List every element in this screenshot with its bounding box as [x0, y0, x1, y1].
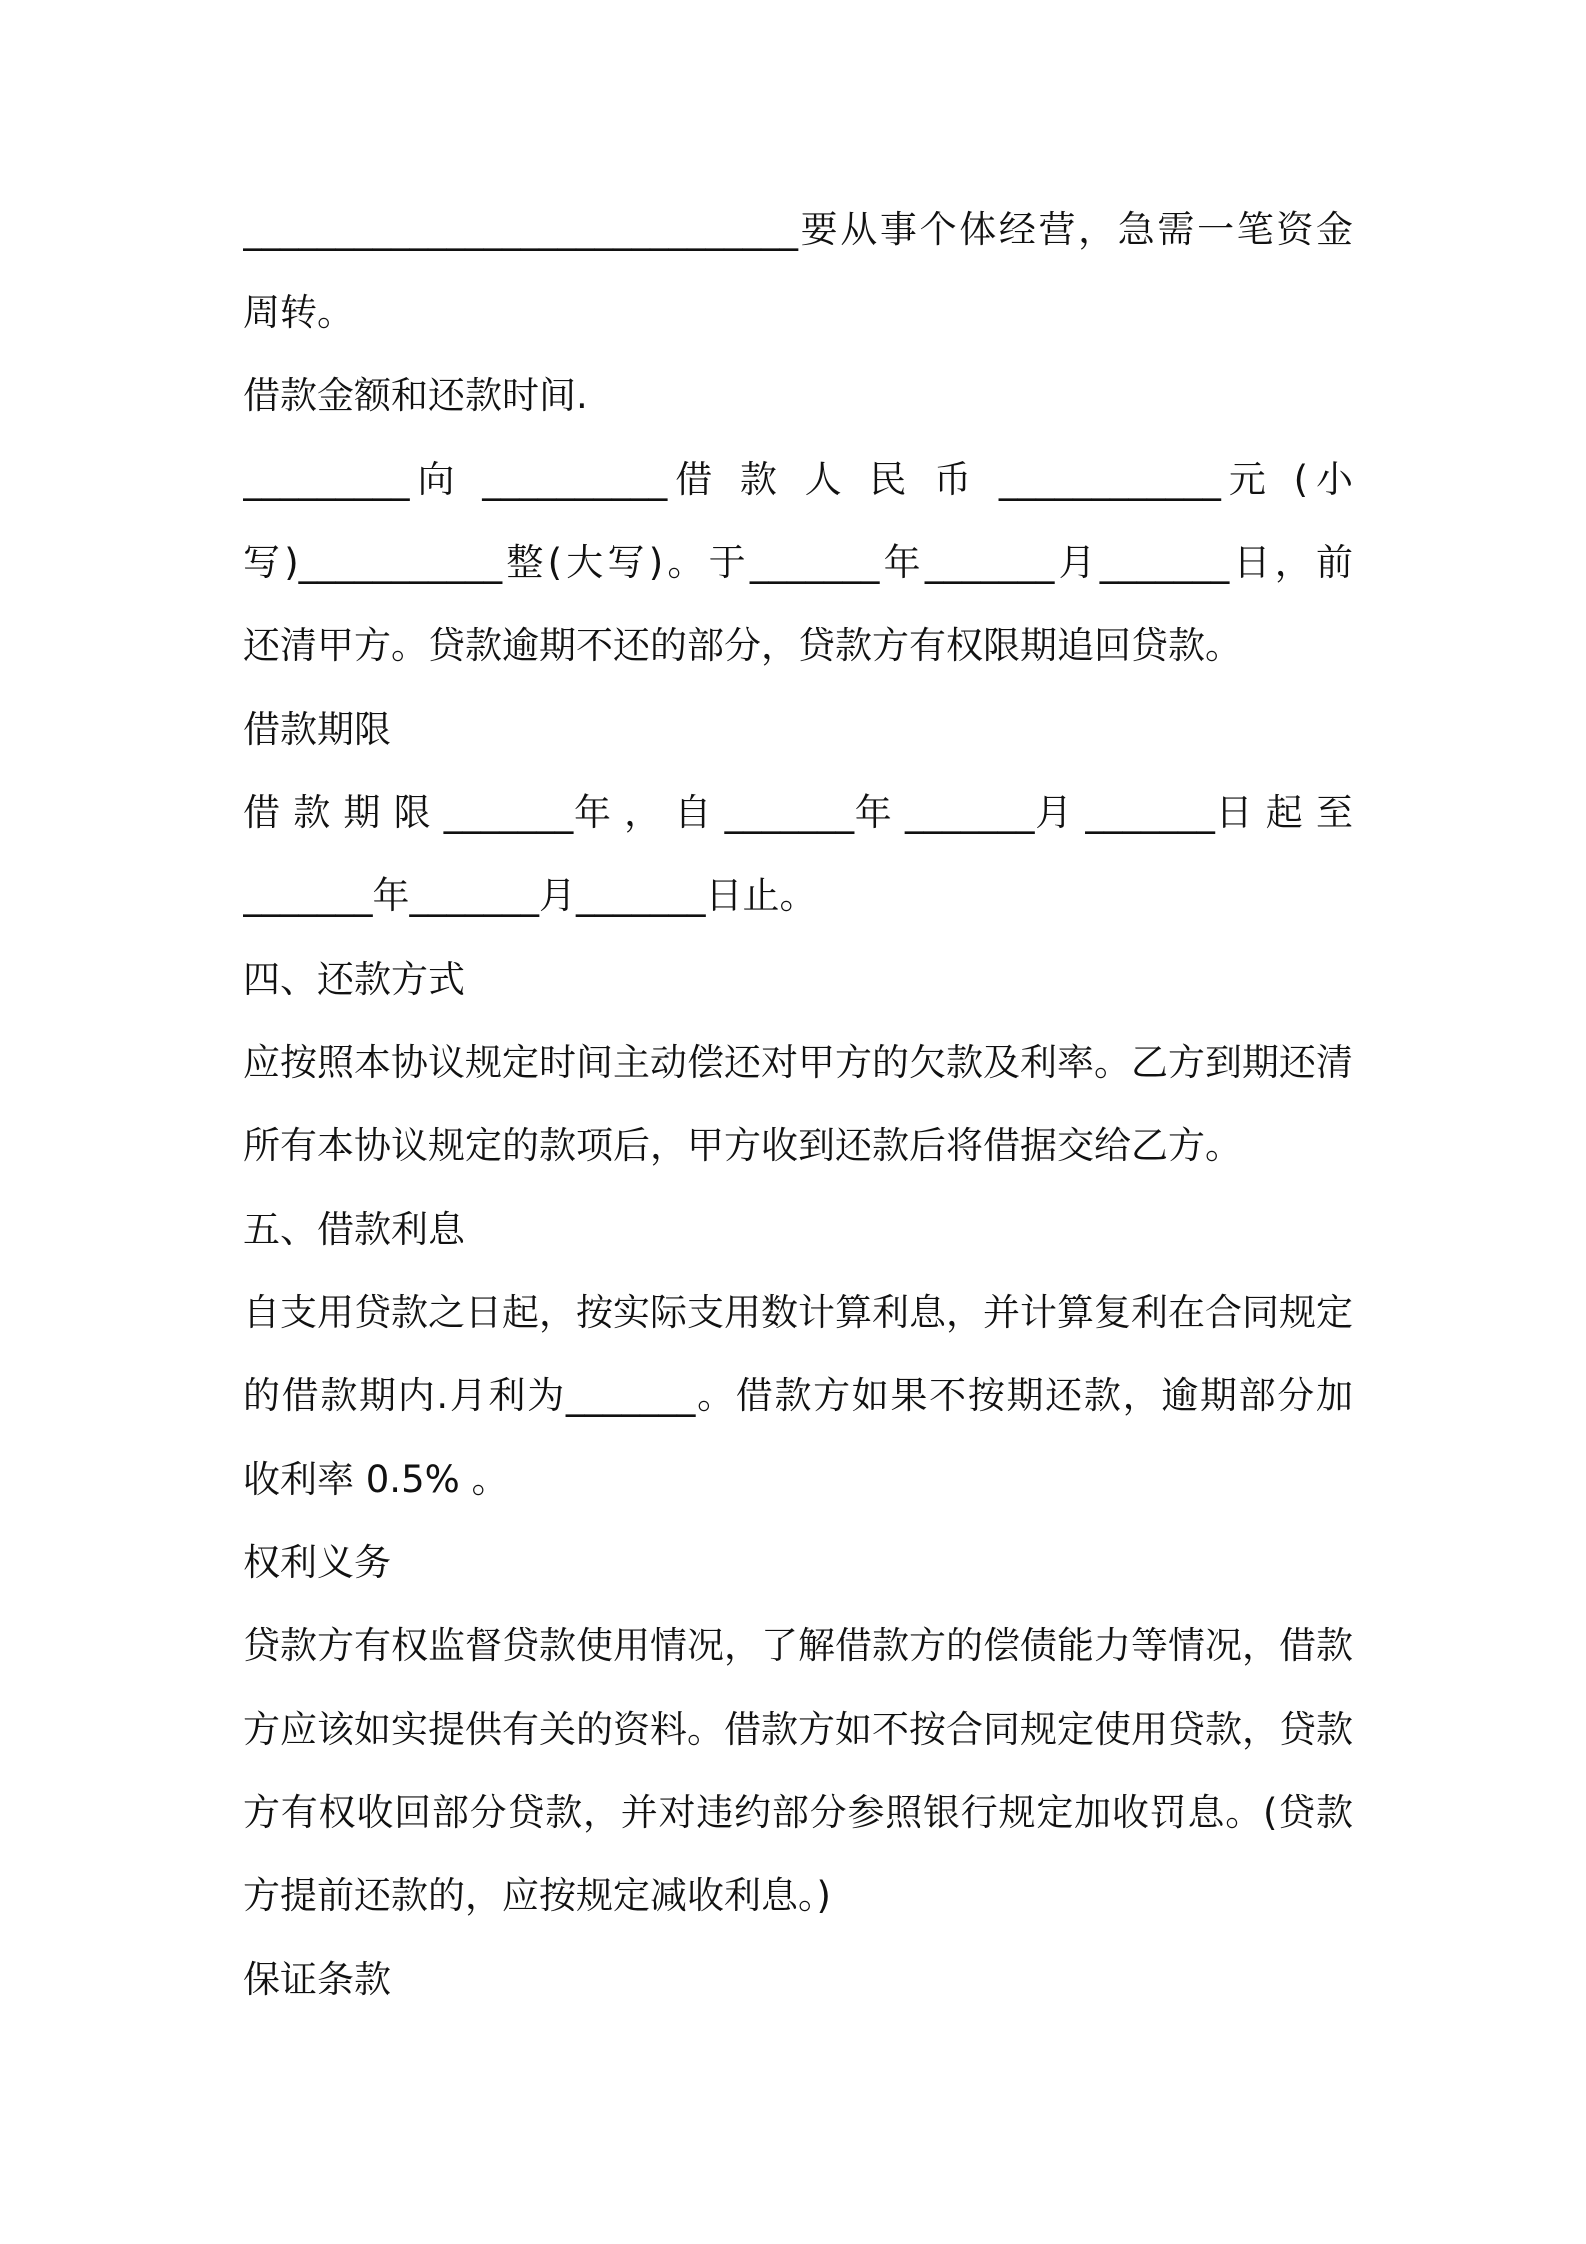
section-heading-interest: 五、借款利息 [243, 1208, 465, 1251]
text-line-6: 还清甲方。贷款逾期不还的部分，贷款方有权限期追回贷款。 [243, 624, 1242, 667]
text-line-9: _______年_______月_______日止。 [243, 874, 817, 917]
text-line-8: 借 款 期 限 _______年 ， 自 _______年 _______月 _______日 起 至 [243, 791, 1353, 834]
section-heading-repayment: 四、还款方式 [243, 958, 465, 1001]
section-heading-rights: 权利义务 [243, 1541, 391, 1584]
text-line-14: 自支用贷款之日起，按实际支用数计算利息，并计算复利在合同规定 [243, 1291, 1353, 1334]
text-line-2: 周转。 [243, 291, 354, 334]
text-line-18: 贷款方有权监督贷款使用情况，了解借款方的偿债能力等情况，借款 [243, 1624, 1353, 1667]
text-line-1: ______________________________要从事个体经营，急需一笔资金 [243, 208, 1353, 251]
section-heading-guarantee: 保证条款 [243, 1958, 391, 2001]
text-line-16: 收利率 0.5% 。 [243, 1458, 509, 1501]
section-heading-loan-amount: 借款金额和还款时间. [243, 374, 588, 417]
text-line-11: 应按照本协议规定时间主动偿还对甲方的欠款及利率。乙方到期还清 [243, 1041, 1353, 1084]
text-line-12: 所有本协议规定的款项后，甲方收到还款后将借据交给乙方。 [243, 1124, 1242, 1167]
text-line-21: 方提前还款的，应按规定减收利息。) [243, 1874, 831, 1917]
text-line-20: 方有权收回部分贷款，并对违约部分参照银行规定加收罚息。(贷款 [243, 1791, 1353, 1834]
text-line-15: 的借款期内.月利为_______。借款方如果不按期还款，逾期部分加 [243, 1374, 1353, 1417]
text-line-4: _________向 __________借 款 人 民 币 ____________元 (小 [243, 458, 1353, 501]
text-line-5: 写)___________整(大写)。于_______年_______月_______日，前 [243, 541, 1353, 584]
text-line-19: 方应该如实提供有关的资料。借款方如不按合同规定使用贷款，贷款 [243, 1708, 1353, 1751]
section-heading-loan-term: 借款期限 [243, 708, 391, 751]
